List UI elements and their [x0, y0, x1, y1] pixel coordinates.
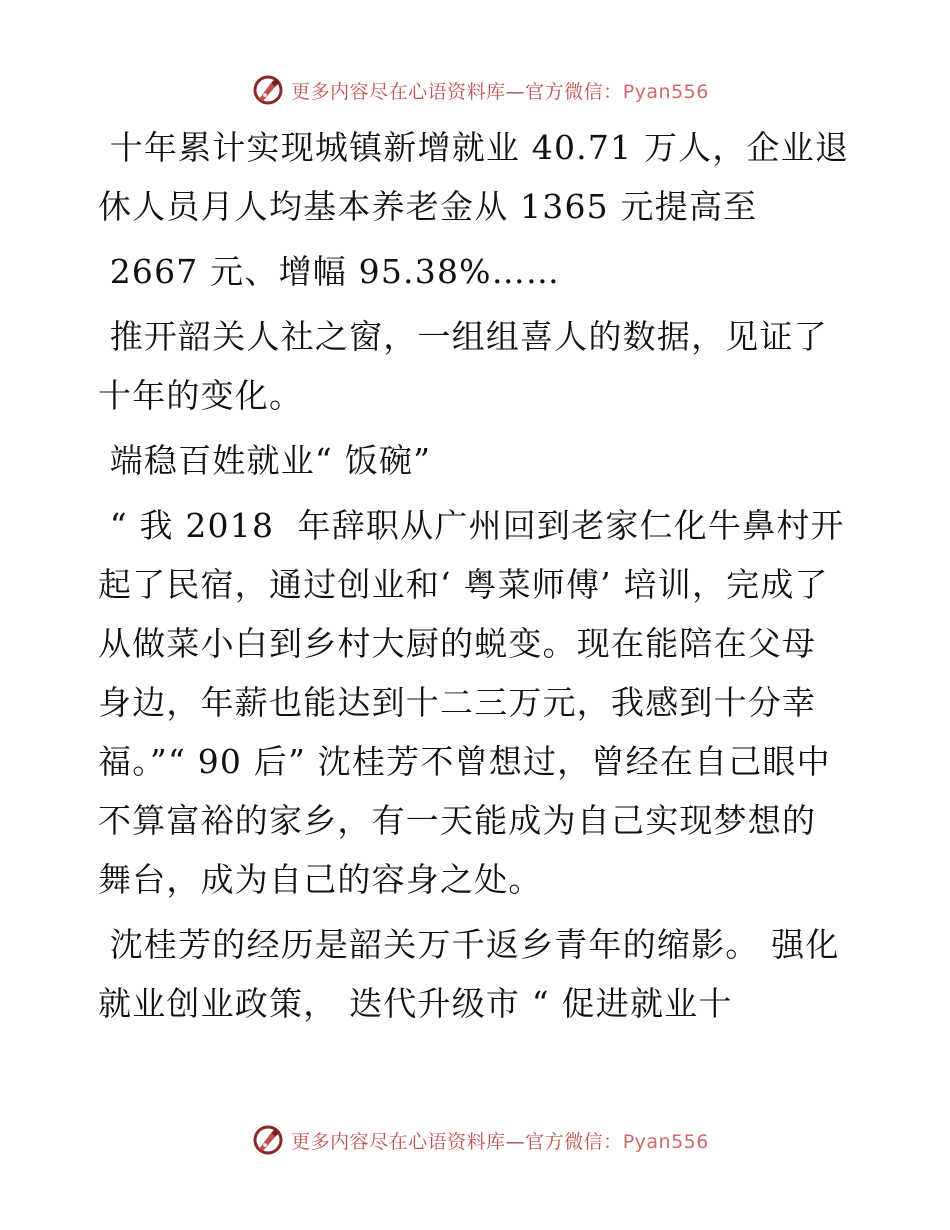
document-body: [98, 118, 850, 1039]
footer-banner-text: [291, 1127, 709, 1154]
pen-nib-circle-icon: [251, 1123, 285, 1157]
footer-wechat-id: Pyan556: [622, 1130, 709, 1153]
header-banner-inner: [241, 73, 709, 107]
header-wechat-label: 官方微信：: [525, 80, 623, 103]
footer-site-text: 更多内容尽在心语资料库: [291, 1130, 506, 1153]
footer-banner: [0, 1120, 950, 1160]
footer-wechat-label: 官方微信：: [525, 1130, 623, 1153]
paragraph-shen-guifang-story: “ 我 2018 年辞职从广州回到老家仁化牛鼻村开起了民宿，通过创业和‘ 粤菜师傅’ 培训，完成了从做菜小白到乡村大厨的蜕变。现在能陪在父母身边，年薪也能达到十二三万元，我感到十分幸福。”“ 90 后” 沈桂芳不曾想过，曾经在自己眼中不算富裕的家乡，有一天能成为自己实现梦想的舞台，成为自己的容身之处。: [98, 506, 845, 899]
header-wechat-id: Pyan556: [622, 80, 709, 103]
header-banner: [0, 70, 950, 110]
header-site-text: 更多内容尽在心语资料库: [291, 80, 506, 103]
paragraph-employment-stats: 十年累计实现城镇新增就业 40.71 万人，企业退休人员月人均基本养老金从 1365 元提高至: [98, 128, 850, 226]
header-separator: —: [505, 80, 526, 103]
pen-nib-circle-icon: [251, 73, 285, 107]
paragraph-pension-increase: 2667 元、增幅 95.38%……: [98, 252, 561, 291]
footer-separator: —: [505, 1130, 526, 1153]
footer-banner-inner: [241, 1123, 709, 1157]
section-heading-employment: 端稳百姓就业“ 饭碗”: [98, 441, 432, 480]
header-banner-text: [291, 77, 709, 104]
paragraph-returning-youth: 沈桂芳的经历是韶关万千返乡青年的缩影。 强化就业创业政策， 迭代升级市 “ 促进就业十: [98, 925, 840, 1023]
paragraph-window-intro: 推开韶关人社之窗，一组组喜人的数据，见证了十年的变化。: [98, 317, 828, 415]
